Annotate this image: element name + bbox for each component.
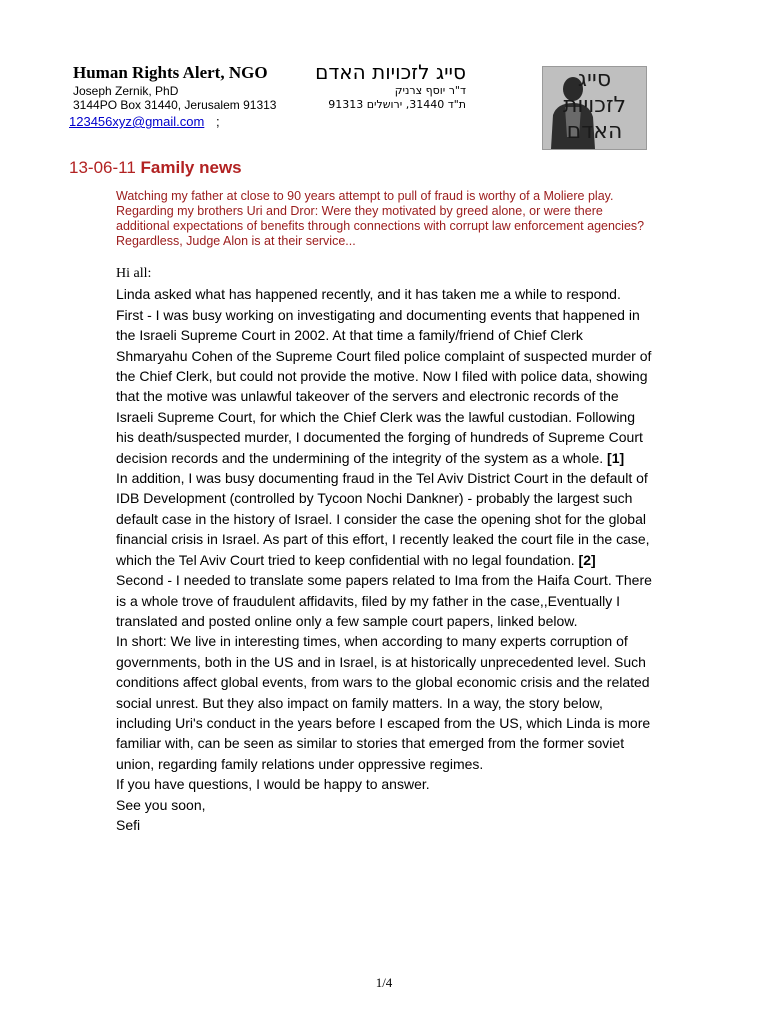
greeting: Hi all: — [116, 266, 152, 281]
paragraph-5: In short: We live in interesting times, when according to many experts corruption of governments, both in the US and in Israel, is at historically unprecedented level. Such conditions affect global events, from wars to the global economic crisis and the related social unrest. But they also impact on family matters. In a way, the story below, including Uri's conduct in the years before I escaped from the US, which Linda is more familiar with, can be seen as similar to stories that emerged from the former soviet union, regarding family relations under oppressive regimes. — [116, 633, 651, 772]
paragraph-1: Linda asked what has happened recently, and it has taken me a while to respond. — [116, 286, 621, 303]
closing: See you soon, — [116, 796, 206, 813]
paragraph-2-text: First - I was busy working on investigating and documenting events that happened in the Israeli Supreme Court in 2002. At that time a family/friend of Chief Clerk Shmaryahu Cohen of the Supreme Court filed police complaint of suspected murder of the Chief Clerk, but could not provide the motive. Now I filed with police data, showing that the motive was unlawful takeover of the servers and electronic records of the Israeli Supreme Court, for which the Chief Clerk was the lawful custodian. Following his death/suspected murder, I documented the forging of hundreds of Supreme Court decision records and the undermining of the integrity of the system as a whole. — [116, 306, 652, 466]
person-name-he: ד"ר יוסף צרניק — [394, 84, 466, 97]
reference-2[interactable]: [2] — [578, 551, 596, 568]
org-name-en: Human Rights Alert, NGO — [73, 63, 268, 82]
paragraph-6: If you have questions, I would be happy to answer. — [116, 776, 430, 793]
article-body — [116, 264, 656, 835]
address-en: 3144PO Box 31440, Jerusalem 91313 — [73, 98, 277, 112]
logo-text: סייג לזכויות האדם — [562, 67, 627, 144]
email-suffix: ; — [216, 114, 220, 129]
article-heading — [69, 158, 242, 178]
email-link[interactable]: 123456xyz@gmail.com — [69, 114, 205, 129]
signature: Sefi — [116, 816, 141, 833]
article-date: 13-06-11 — [69, 158, 136, 177]
reference-1[interactable]: [1] — [607, 449, 625, 466]
person-name-en: Joseph Zernik, PhD — [73, 84, 179, 98]
org-logo — [542, 66, 647, 150]
paragraph-3-text: In addition, I was busy documenting fraud in the Tel Aviv District Court in the default of IDB Development (controlled by Tycoon Nochi Dankner) - probably the largest such default case in the history of Israel. I consider the case the opening shot for the global financial crisis in Israel. As part of this effort, I recently leaked the court file in the case, which the Tel Aviv Court tried to keep confidential with no legal foundation. — [116, 470, 650, 568]
page-number: 1/4 — [375, 975, 393, 990]
paragraph-4: Second - I needed to translate some papers related to Ima from the Haifa Court. There is a whole trove of fraudulent affidavits, filed by my father in the case,,Eventually I translated and posted online only a few sample court papers, linked below. — [116, 572, 652, 629]
address-he: ת"ד 31440, ירושלים 91313 — [328, 98, 466, 111]
org-name-he: סייג לזכויות האדם — [315, 60, 466, 84]
article-title: Family news — [140, 158, 242, 177]
paragraph-3 — [116, 468, 656, 570]
article-summary: Watching my father at close to 90 years attempt to pull of fraud is worthy of a Moliere play. Regarding my brothers Uri and Dror: Were they motivated by greed alone, or were there additional expectations of benefits through connections with corrupt law enforcement agencies? Regardless, Judge Alon is at their service... — [116, 189, 645, 248]
paragraph-2 — [116, 305, 656, 468]
